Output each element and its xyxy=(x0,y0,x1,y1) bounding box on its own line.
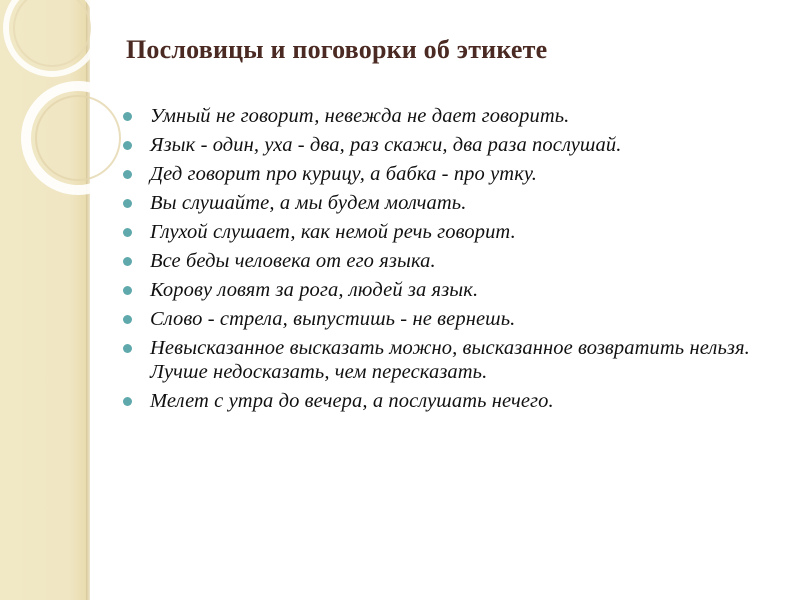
list-item-text: Слово - стрела, выпустишь - не вернешь. xyxy=(150,308,516,330)
bullet-dot-icon xyxy=(123,228,132,237)
list-item xyxy=(120,191,760,215)
bullet-dot-icon xyxy=(123,199,132,208)
list-item-text: Корову ловят за рога, людей за язык. xyxy=(150,279,479,301)
list-item xyxy=(120,249,760,273)
list-item-text: Умный не говорит, невежда не дает говорить. xyxy=(150,105,570,127)
slide-title: Пословицы и поговорки об этикете xyxy=(126,35,548,64)
list-item-text: Мелет с утра до вечера, а послушать нечего. xyxy=(150,390,554,412)
bullet-dot-icon xyxy=(123,170,132,179)
list-item xyxy=(120,162,760,186)
list-item xyxy=(120,133,760,157)
list-item xyxy=(120,278,760,302)
list-item-text: Невысказанное высказать можно, высказанное возвратить нельзя. Лучше недосказать, чем пересказать. xyxy=(150,337,750,383)
proverbs-list xyxy=(120,104,760,418)
list-item xyxy=(120,220,760,244)
list-item xyxy=(120,307,760,331)
bullet-dot-icon xyxy=(123,141,132,150)
list-item xyxy=(120,336,760,384)
list-item-text: Все беды человека от его языка. xyxy=(150,250,436,272)
bullet-dot-icon xyxy=(123,397,132,406)
list-item xyxy=(120,104,760,128)
bullet-dot-icon xyxy=(123,257,132,266)
bullet-dot-icon xyxy=(123,344,132,353)
list-item-text: Вы слушайте, а мы будем молчать. xyxy=(150,192,467,214)
decorative-rings-icon xyxy=(0,0,140,220)
list-item xyxy=(120,389,760,413)
bullet-dot-icon xyxy=(123,315,132,324)
bullet-dot-icon xyxy=(123,286,132,295)
list-item-text: Глухой слушает, как немой речь говорит. xyxy=(150,221,516,243)
list-item-text: Язык - один, уха - два, раз скажи, два раза послушай. xyxy=(150,134,622,156)
list-item-text: Дед говорит про курицу, а бабка - про утку. xyxy=(150,163,538,185)
bullet-dot-icon xyxy=(123,112,132,121)
